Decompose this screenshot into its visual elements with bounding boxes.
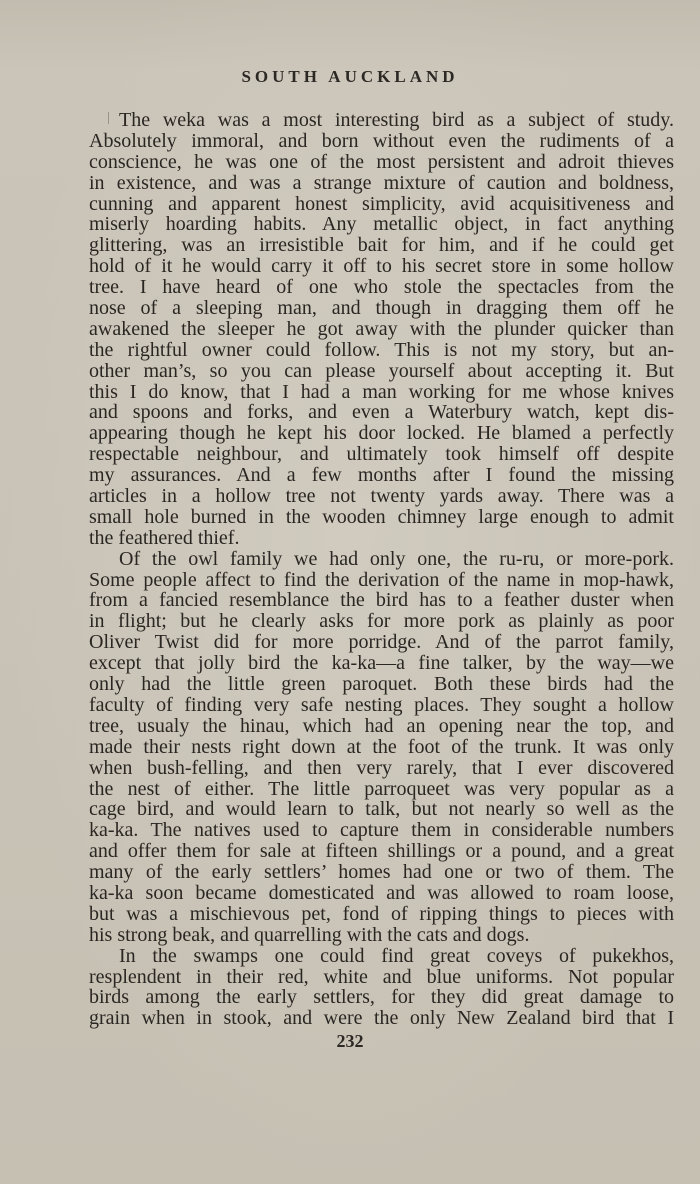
text-line: nose of a sleeping man, and though in dragging them off he [89, 297, 674, 320]
body-text [89, 110, 674, 1029]
text-line: tree. I have heard of one who stole the spectacles from the [89, 276, 674, 299]
text-line: the nest of either. The little parroqueet was very popular as a [89, 777, 674, 800]
text-line: in existence, and was a strange mixture of caution and boldness, [89, 171, 674, 194]
text-line: hold of it he would carry it off to his secret store in some hollow [89, 255, 674, 278]
text-line: ka-ka soon became domesticated and was allowed to roam loose, [89, 881, 674, 904]
text-line: birds among the early settlers, for they did great damage to [89, 986, 674, 1009]
text-line: respectable neighbour, and ultimately took himself off despite [89, 443, 674, 466]
text-line: many of the early settlers’ homes had one or two of them. The [89, 861, 674, 884]
text-line: from a fancied resemblance the bird has to a feather duster when [89, 589, 674, 612]
text-line: Of the owl family we had only one, the ru-ru, or more-pork. [119, 547, 674, 570]
text-line: In the swamps one could find great coveys of pukekhos, [119, 944, 674, 967]
text-line: appearing though he kept his door locked. He blamed a perfectly [89, 422, 674, 445]
text-line: miserly hoarding habits. Any metallic object, in fact anything [89, 213, 674, 236]
text-line: glittering, was an irresistible bait for him, and if he could get [89, 234, 674, 257]
text-line: cage bird, and would learn to talk, but not nearly so well as the [89, 798, 674, 821]
text-line: except that jolly bird the ka-ka—a fine talker, by the way—we [89, 652, 674, 675]
text-line: awakened the sleeper he got away with the plunder quicker than [89, 317, 674, 340]
text-line: made their nests right down at the foot of the trunk. It was only [89, 735, 674, 758]
text-line: but was a mischievous pet, fond of ripping things to pieces with [89, 902, 674, 925]
text-line: this I do know, that I had a man working for me whose knives [89, 380, 674, 403]
text-line: resplendent in their red, white and blue uniforms. Not popular [89, 965, 674, 988]
text-line: grain when in stook, and were the only New Zealand bird that I [89, 1007, 674, 1030]
text-line: his strong beak, and quarrelling with the cats and dogs. [89, 923, 530, 946]
text-line: Oliver Twist did for more porridge. And of the parrot family, [89, 631, 674, 654]
text-line: the rightful owner could follow. This is not my story, but an- [89, 338, 674, 361]
text-line: my assurances. And a few months after I found the missing [89, 464, 674, 487]
text-line: ka-ka. The natives used to capture them in considerable numbers [89, 819, 674, 842]
text-line: articles in a hollow tree not twenty yards away. There was a [89, 485, 674, 508]
text-line: Some people affect to find the derivation of the name in mop-hawk, [89, 568, 674, 591]
text-line: cunning and apparent honest simplicity, avid acquisitiveness and [89, 192, 674, 215]
text-line: conscience, he was one of the most persistent and adroit thieves [89, 150, 674, 173]
text-line: other man’s, so you can please yourself about accepting it. But [89, 359, 674, 382]
text-line: small hole burned in the wooden chimney large enough to admit [89, 505, 674, 528]
text-line: the feathered thief. [89, 526, 240, 549]
text-line: when bush-felling, and then very rarely, that I ever discovered [89, 756, 674, 779]
text-line: and spoons and forks, and even a Waterbury watch, kept dis- [89, 401, 674, 424]
page-number: 232 [336, 1031, 364, 1051]
running-header: SOUTH AUCKLAND [241, 67, 459, 86]
text-line: tree, usualy the hinau, which had an opening near the top, and [89, 714, 674, 737]
text-line: only had the little green paroquet. Both these birds had the [89, 673, 674, 696]
text-line: The weka was a most interesting bird as a subject of study. [119, 109, 674, 131]
text-line: and offer them for sale at fifteen shillings or a pound, and a great [89, 840, 674, 863]
text-line: in flight; but he clearly asks for more pork as plainly as poor [89, 610, 674, 633]
text-line: faculty of finding very safe nesting places. They sought a hollow [89, 693, 674, 716]
text-line: Absolutely immoral, and born without even the rudiments of a [89, 129, 674, 152]
